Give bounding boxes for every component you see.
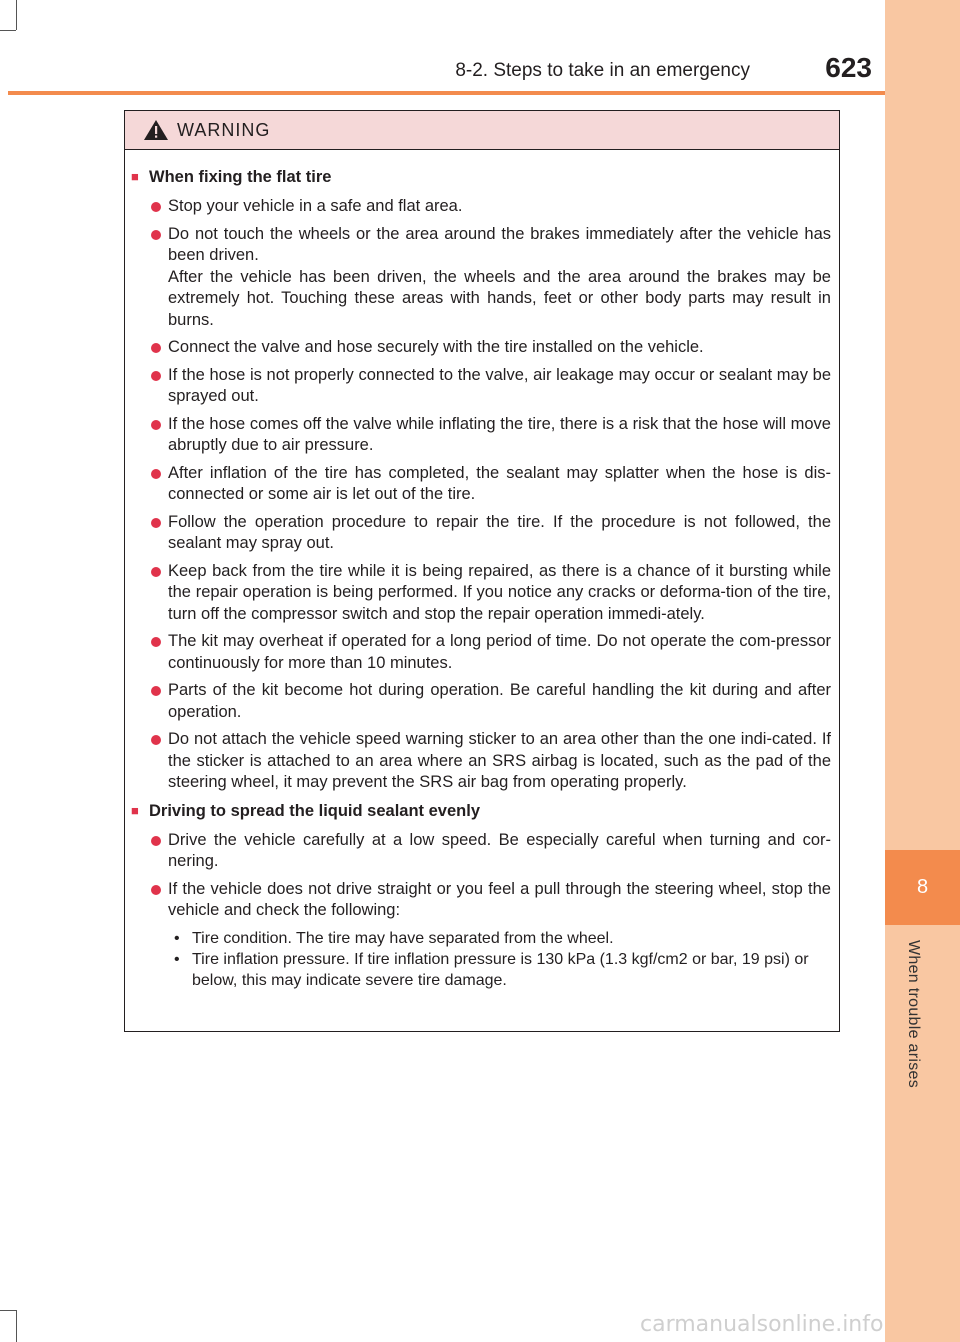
bullet-dot-icon <box>151 885 161 895</box>
section-title: 8-2. Steps to take in an emergency <box>455 60 750 81</box>
list-item: Do not touch the wheels or the area around the brakes immediately after the vehicle has been driven. After the vehicle has been driven, the wheels and the area around the brakes may be extremely hot. Touching these areas with hands, feet or other body parts may result in burns. <box>131 224 831 332</box>
sub-list-item: • Tire inflation pressure. If tire inflation pressure is 130 kPa (1.3 kgf/cm2 or bar, 19 psi) or below, this may indicate severe tire damage. <box>174 950 809 989</box>
crop-mark <box>16 0 17 30</box>
list-item: If the hose comes off the valve while inflating the tire, there is a risk that the hose will move abruptly due to air pressure. <box>131 414 831 457</box>
list-item: The kit may overheat if operated for a long period of time. Do not operate the com-pressor continuously for more than 10 minutes. <box>131 631 831 674</box>
page-number: 623 <box>825 52 872 83</box>
warning-header <box>125 111 839 150</box>
chapter-label: When trouble arises <box>905 940 922 1088</box>
crop-mark <box>16 1310 17 1342</box>
warning-box <box>124 110 840 1032</box>
warning-triangle-icon <box>143 119 169 141</box>
list-item: If the hose is not properly connected to the valve, air leakage may occur or sealant may be sprayed out. <box>131 365 831 408</box>
watermark-link[interactable]: carmanualsonline.info <box>640 1312 884 1337</box>
section-heading: ■ Driving to spread the liquid sealant evenly <box>131 801 480 820</box>
warning-title: WARNING <box>177 119 271 140</box>
list-item: Keep back from the tire while it is being repaired, as there is a chance of it bursting while the repair operation is being performed. If you notice any cracks or deforma-tion of the tire, turn off the compressor switch and stop the repair operation immedi-ately. <box>131 561 831 626</box>
list-item: Follow the operation procedure to repair the tire. If the procedure is not followed, the sealant may spray out. <box>131 512 831 555</box>
bullet-dot-icon <box>151 420 161 430</box>
list-item: Drive the vehicle carefully at a low speed. Be especially careful when turning and cor-nering. <box>131 830 831 873</box>
header-rule <box>8 91 885 95</box>
list-item: Connect the valve and hose securely with the tire installed on the vehicle. <box>131 337 831 359</box>
bullet-dot-icon <box>151 371 161 381</box>
bullet-dot-icon <box>151 567 161 577</box>
bullet-dot-icon <box>151 637 161 647</box>
bullet-dot-icon <box>151 343 161 353</box>
bullet-dot-icon <box>151 469 161 479</box>
crop-mark <box>0 30 16 31</box>
list-item: Stop your vehicle in a safe and flat area. <box>131 196 831 218</box>
warning-body <box>125 150 839 991</box>
list-item: Do not attach the vehicle speed warning sticker to an area other than the one indi-cated. If the sticker is attached to an area where an SRS airbag is located, such as the pad of the steering wheel, it may prevent the SRS air bag from operating properly. <box>131 729 831 794</box>
bullet-dot-icon <box>151 518 161 528</box>
list-item: Parts of the kit become hot during operation. Be careful handling the kit during and after operation. <box>131 680 831 723</box>
list-item: After inflation of the tire has completed, the sealant may splatter when the hose is dis-connected or some air is let out of the tire. <box>131 463 831 506</box>
bullet-dot-icon <box>151 202 161 212</box>
bullet-dot-icon <box>151 836 161 846</box>
bullet-dot-icon <box>151 735 161 745</box>
section-heading: ■ When fixing the flat tire <box>131 168 332 186</box>
bullet-dot-icon <box>151 686 161 696</box>
chapter-number: 8 <box>916 876 929 898</box>
chapter-number-box <box>885 850 960 925</box>
square-bullet-icon: ■ <box>131 169 139 184</box>
bullet-dot-icon <box>151 230 161 240</box>
sub-list-item: • Tire condition. The tire may have separated from the wheel. <box>174 929 614 947</box>
square-bullet-icon: ■ <box>131 802 139 818</box>
list-item: If the vehicle does not drive straight or you feel a pull through the steering wheel, stop the vehicle and check the following: <box>131 879 831 922</box>
chapter-side-tab <box>885 0 960 1342</box>
crop-mark <box>0 1310 16 1311</box>
